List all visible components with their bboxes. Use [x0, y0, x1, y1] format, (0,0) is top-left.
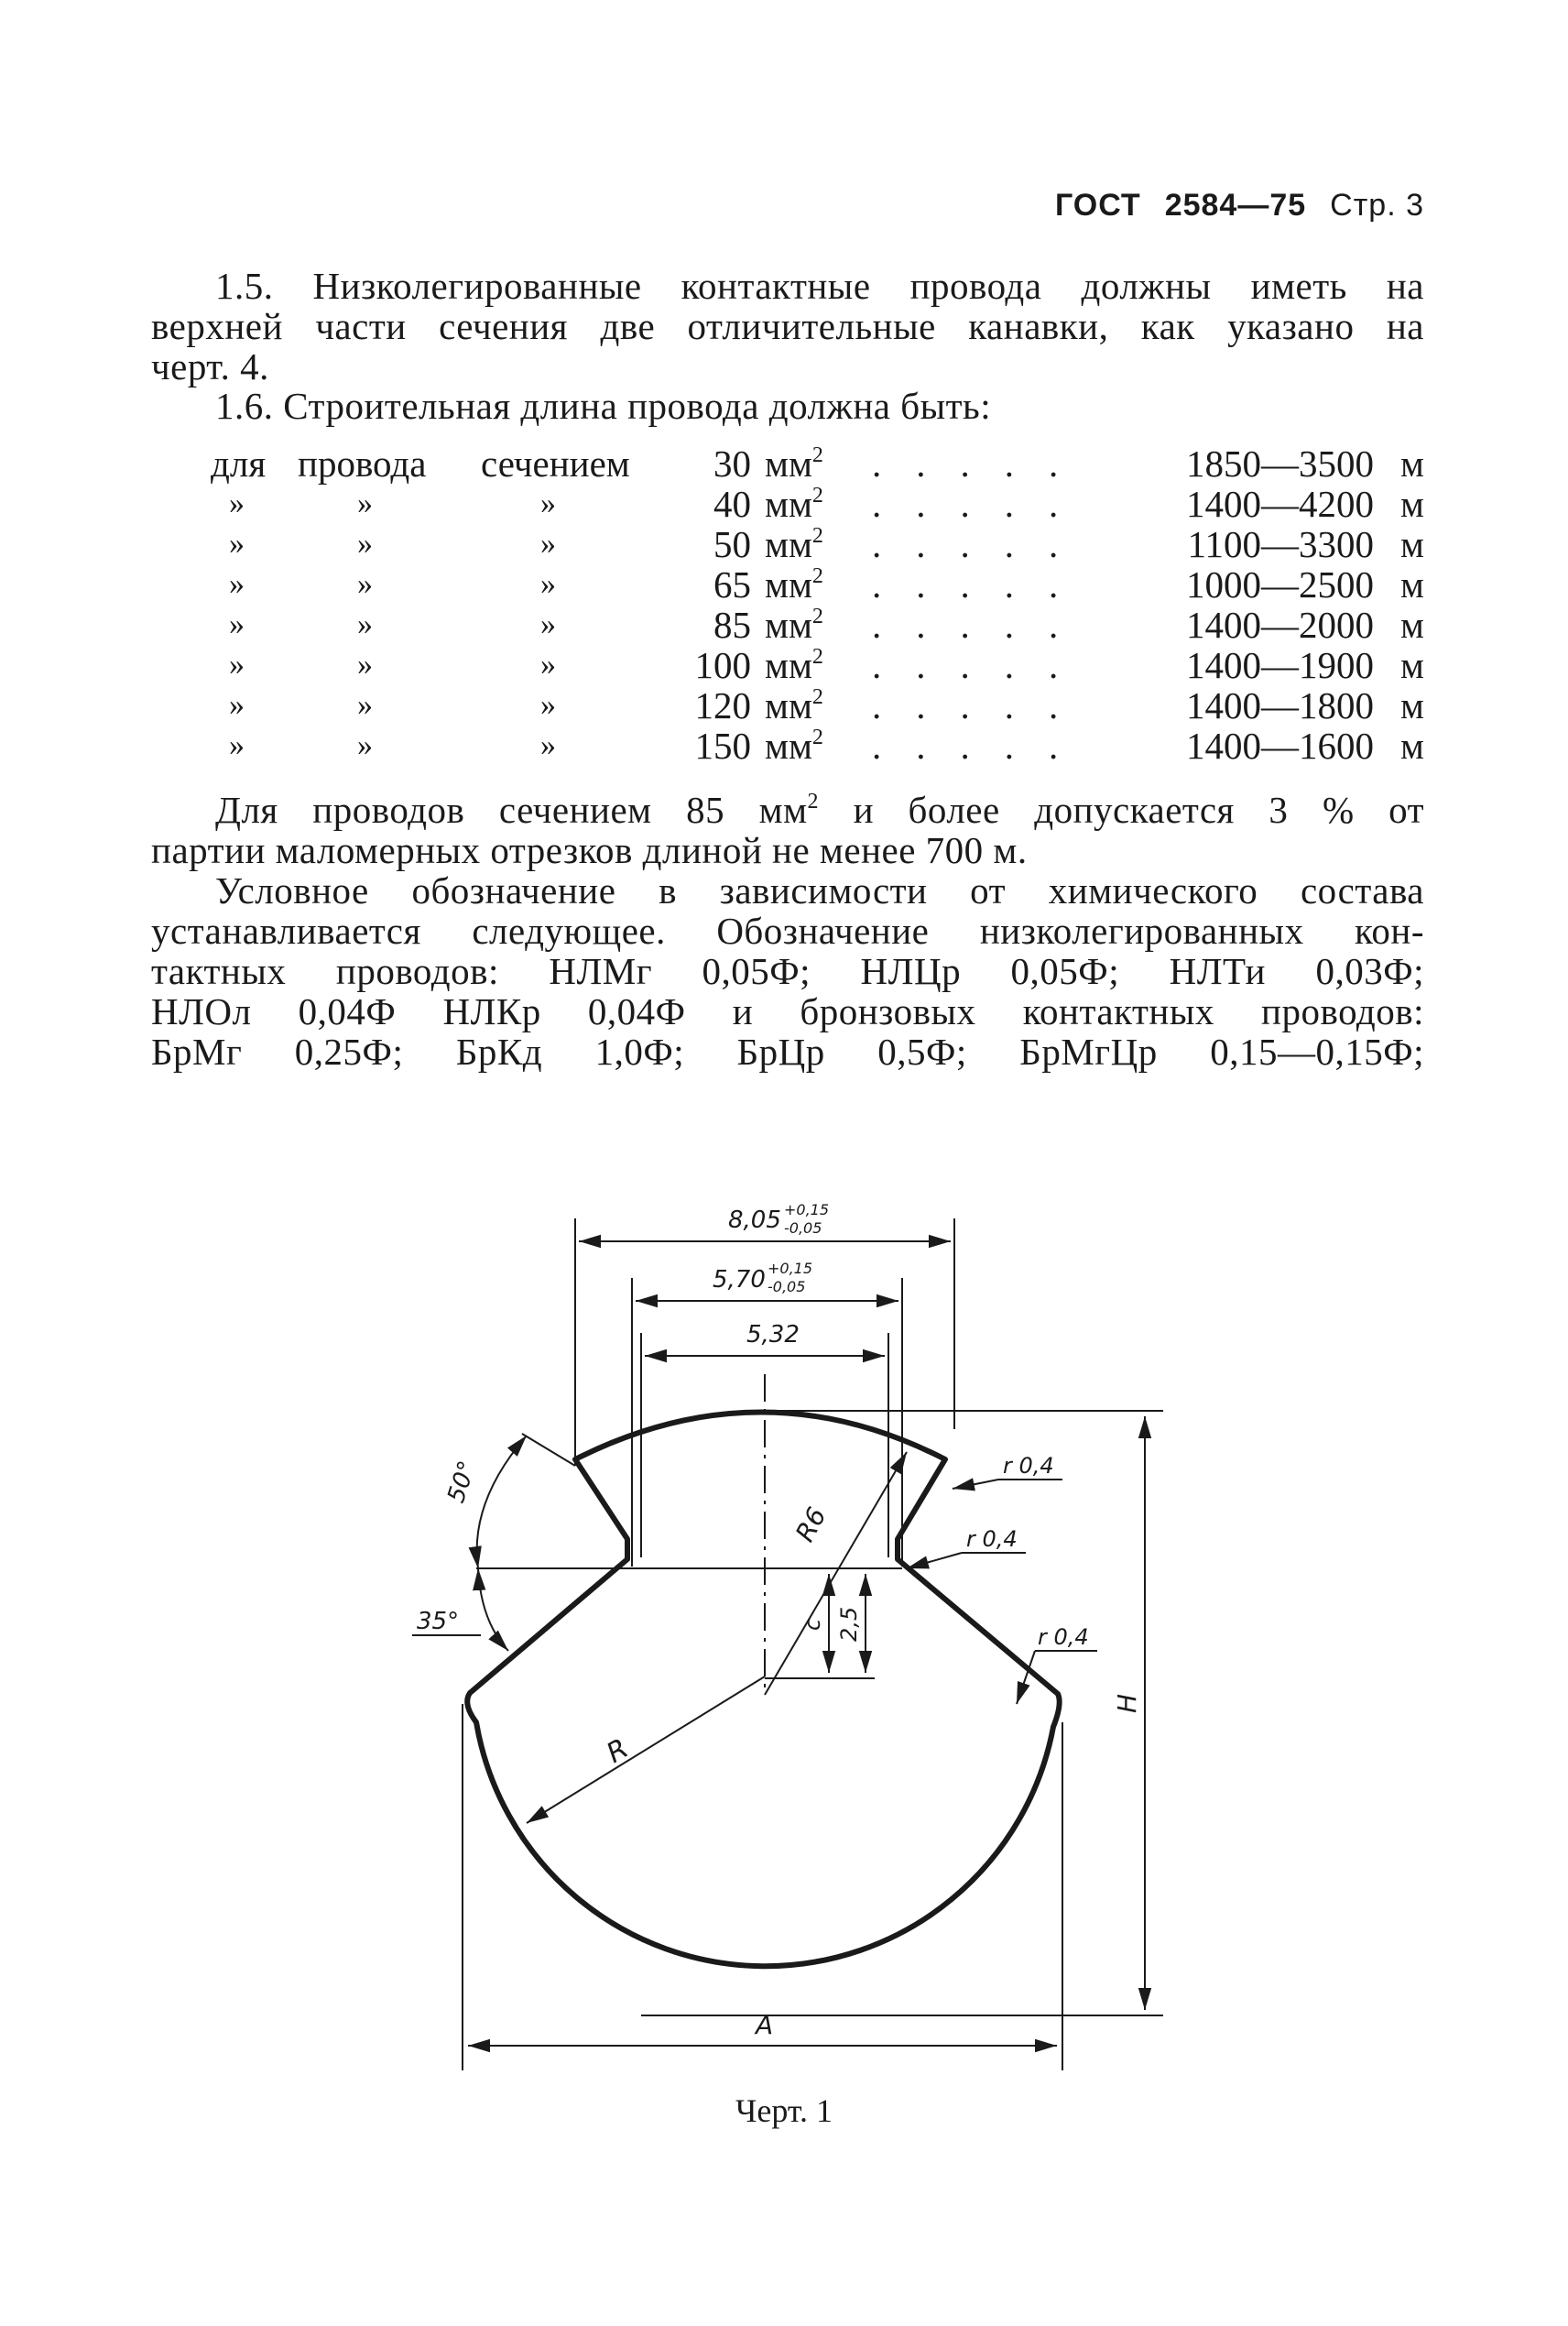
row-word-2: » — [357, 607, 373, 641]
row-unit: $мм^2$ — [765, 442, 823, 485]
row-unit-m: м — [1400, 483, 1424, 525]
row-range: 1000—2500 — [1186, 563, 1374, 606]
row-size: 120 — [694, 684, 751, 726]
fillet-leader — [907, 1553, 962, 1568]
row-size: 40 — [713, 483, 751, 525]
dim-mid-label: 5,70 — [713, 1266, 766, 1294]
dim-inner-label: 5,32 — [746, 1321, 800, 1349]
note-line-2: партии маломерных отрезков длиной не менее 700 м. — [151, 829, 1028, 871]
row-unit-exponent: 2 — [811, 564, 823, 588]
row-leader-dots: ..... — [872, 523, 1094, 565]
note-line-1: Для проводов сечением 85 $мм^2$ и более допускается 3 % от — [215, 789, 1424, 831]
row-range: 1400—2000 — [1186, 604, 1374, 646]
row-word-3: » — [540, 527, 556, 561]
dim-height-label: H — [1112, 1693, 1142, 1713]
row-word-1: » — [229, 607, 245, 641]
standard-number: 2584—75 — [1164, 188, 1307, 223]
row-word-3: » — [540, 607, 556, 641]
row-leader-dots: ..... — [872, 644, 1094, 686]
dim-width-label: A — [756, 2010, 774, 2040]
row-leader-dots: ..... — [872, 563, 1094, 606]
row-size: 50 — [713, 523, 751, 565]
row-range: 1100—3300 — [1187, 523, 1374, 565]
row-size: 65 — [713, 563, 751, 606]
row-range: 1850—3500 — [1186, 442, 1374, 485]
dim-outer-tol-minus: -0,05 — [784, 1219, 822, 1237]
paragraph-1-5-line-3: черт. 4. — [151, 345, 269, 388]
row-size: 30 — [713, 442, 751, 485]
row-unit-m: м — [1400, 523, 1424, 565]
row-unit-m: м — [1400, 684, 1424, 726]
row-word-3: » — [540, 688, 556, 722]
row-range: 1400—1600 — [1186, 725, 1374, 767]
standard-label: ГОСТ — [1054, 188, 1141, 223]
angle-upper-label: 50° — [442, 1458, 482, 1507]
row-word-2: » — [357, 486, 373, 520]
row-word-3: » — [540, 567, 556, 601]
figure-caption: Черт. 1 — [735, 2092, 833, 2129]
row-range: 1400—4200 — [1186, 483, 1374, 525]
angle-arc-50 — [477, 1436, 527, 1568]
row-range: 1400—1800 — [1186, 684, 1374, 726]
row-unit: $мм^2$ — [765, 644, 823, 686]
designation-line-4: НЛОл 0,04Ф НЛКр 0,04Ф и бронзовых контактных проводов: — [151, 990, 1424, 1032]
row-unit-exponent: 2 — [811, 605, 823, 628]
row-word-2: » — [357, 527, 373, 561]
dim-outer-tol-plus: +0,15 — [784, 1201, 830, 1218]
fillet-label-3: r 0,4 — [1038, 1624, 1089, 1650]
angle-lower-label: 35° — [417, 1608, 460, 1635]
row-word-2: » — [357, 567, 373, 601]
row-size: 85 — [713, 604, 751, 646]
row-size: 150 — [694, 725, 751, 767]
row-leader-dots: ..... — [872, 684, 1094, 726]
fillet-label-1: r 0,4 — [1003, 1453, 1054, 1479]
dim-mid-tol-minus: -0,05 — [768, 1278, 806, 1295]
angle-extension — [522, 1434, 575, 1466]
row-size: 100 — [694, 644, 751, 686]
paragraph-1-6-text: 1.6. Строительная длина провода должна быть: — [215, 385, 992, 427]
row-word-1: для — [211, 442, 267, 485]
row-word-2: » — [357, 728, 373, 762]
row-unit: $мм^2$ — [765, 563, 823, 606]
radius-r-label: R — [601, 1732, 635, 1770]
radius-r6-line — [765, 1452, 907, 1695]
row-unit-exponent: 2 — [811, 726, 823, 749]
wire-profile-outline — [467, 1413, 1059, 1967]
row-unit: $мм^2$ — [765, 523, 823, 565]
note-exponent: 2 — [807, 790, 820, 814]
dim-outer-label: 8,05 — [728, 1207, 781, 1234]
row-word-1: » — [229, 648, 245, 682]
row-unit-m: м — [1400, 442, 1424, 485]
row-word-3: » — [540, 728, 556, 762]
row-unit-exponent: 2 — [811, 685, 823, 709]
row-range: 1400—1900 — [1186, 644, 1374, 686]
row-leader-dots: ..... — [872, 442, 1094, 485]
row-unit: $мм^2$ — [765, 684, 823, 726]
row-word-3: сечением — [481, 442, 630, 485]
row-word-1: » — [229, 728, 245, 762]
row-word-2: » — [357, 648, 373, 682]
row-word-1: » — [229, 486, 245, 520]
row-unit-m: м — [1400, 604, 1424, 646]
row-unit: $мм^2$ — [765, 725, 823, 767]
row-leader-dots: ..... — [872, 483, 1094, 525]
dim-2-5-label: 2,5 — [836, 1606, 862, 1642]
radius-r-line — [527, 1676, 765, 1823]
row-word-3: » — [540, 648, 556, 682]
row-word-3: » — [540, 486, 556, 520]
row-word-1: » — [229, 688, 245, 722]
row-leader-dots: ..... — [872, 725, 1094, 767]
row-unit-m: м — [1400, 644, 1424, 686]
dim-c-label: c — [800, 1618, 825, 1631]
radius-r6-label: R6 — [789, 1502, 833, 1547]
designation-line-2: устанавливается следующее. Обозначение низколегированных кон- — [151, 910, 1424, 952]
designation-line-5: БрМг 0,25Ф; БрКд 1,0Ф; БрЦр 0,5Ф; БрМгЦр 0,15—0,15Ф; — [151, 1031, 1424, 1073]
page-number: Стр. 3 — [1330, 188, 1424, 223]
row-leader-dots: ..... — [872, 604, 1094, 646]
row-word-2: провода — [298, 442, 427, 485]
row-word-2: » — [357, 688, 373, 722]
row-unit-exponent: 2 — [811, 484, 823, 508]
row-unit: $мм^2$ — [765, 483, 823, 525]
row-unit: $мм^2$ — [765, 604, 823, 646]
row-word-1: » — [229, 527, 245, 561]
row-unit-m: м — [1400, 725, 1424, 767]
paragraph-1-5-line-2: верхней части сечения две отличительные канавки, как указано на — [151, 305, 1424, 347]
row-unit-m: м — [1400, 563, 1424, 606]
fillet-label-2: r 0,4 — [966, 1526, 1018, 1552]
dim-mid-tol-plus: +0,15 — [768, 1260, 813, 1277]
row-unit-exponent: 2 — [811, 524, 823, 548]
designation-line-3: тактных проводов: НЛМг 0,05Ф; НЛЦр 0,05Ф; НЛТи 0,03Ф; — [151, 950, 1424, 992]
designation-line-1: Условное обозначение в зависимости от химического состава — [215, 869, 1424, 912]
fillet-leader — [953, 1480, 998, 1489]
row-word-1: » — [229, 567, 245, 601]
angle-arc-35 — [478, 1568, 508, 1651]
row-unit-exponent: 2 — [811, 443, 823, 467]
row-unit-exponent: 2 — [811, 645, 823, 669]
paragraph-1-5-line-1: 1.5. Низколегированные контактные провода должны иметь на — [215, 265, 1424, 307]
